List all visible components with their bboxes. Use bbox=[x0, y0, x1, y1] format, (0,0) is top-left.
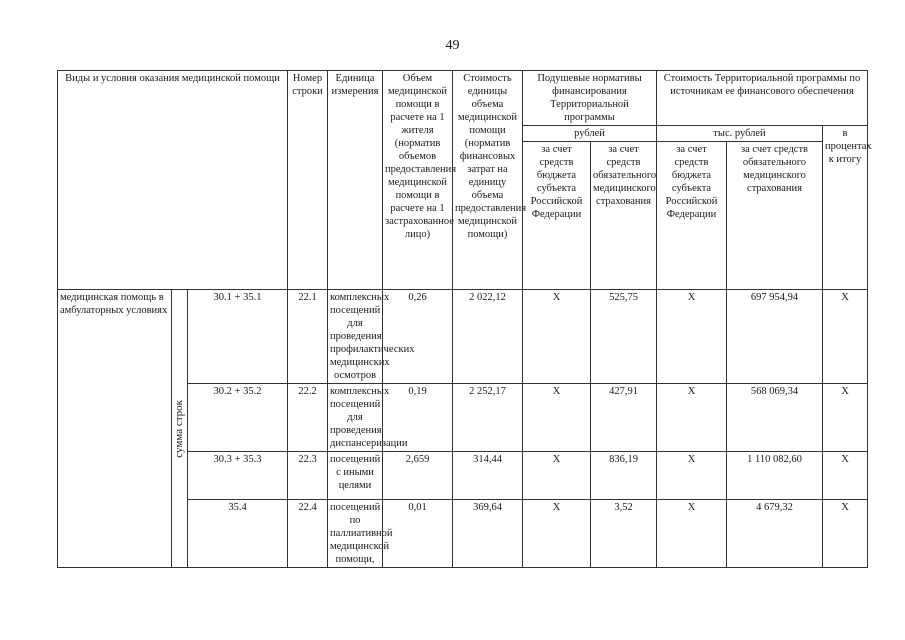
header-per-capita: Подушевые нормативы финансирования Территориальной программы bbox=[523, 71, 657, 126]
cell-tp-oms: 697 954,94 bbox=[727, 290, 823, 384]
section-label: медицинская помощь в амбулаторных условиях bbox=[58, 290, 172, 568]
cell-volume: 0,19 bbox=[383, 384, 453, 452]
header-percent: в процентах к итогу bbox=[823, 126, 868, 290]
table-row bbox=[58, 290, 868, 384]
cell-tp-oms: 1 110 082,60 bbox=[727, 452, 823, 500]
header-volume: Объем медицинской помощи в расчете на 1 жителя (норматив объемов предоставления медицинской помощи в расчете на 1 застрахованное лицо) bbox=[383, 71, 453, 290]
header-tp-budget: за счет средств бюджета субъекта Российской Федерации bbox=[657, 142, 727, 290]
cell-volume: 0,26 bbox=[383, 290, 453, 384]
header-row-number: Номер строки bbox=[288, 71, 328, 290]
cell-tp-oms: 4 679,32 bbox=[727, 500, 823, 568]
cell-num: 22.4 bbox=[288, 500, 328, 568]
cell-cost: 314,44 bbox=[453, 452, 523, 500]
cell-percent: X bbox=[823, 452, 868, 500]
cell-volume: 0,01 bbox=[383, 500, 453, 568]
cell-pc-oms: 427,91 bbox=[591, 384, 657, 452]
header-unit: Единица измерения bbox=[328, 71, 383, 290]
header-tp-oms: за счет средств обязательного медицинского страхования bbox=[727, 142, 823, 290]
cell-unit: комплексных посещений для проведения профилактических медицинских осмотров bbox=[328, 290, 383, 384]
cell-percent: X bbox=[823, 290, 868, 384]
cell-sum: 35.4 bbox=[188, 500, 288, 568]
cell-tp-budget: X bbox=[657, 500, 727, 568]
header-rubles: рублей bbox=[523, 126, 657, 142]
cell-unit: посещений по паллиативной медицинской помощи, bbox=[328, 500, 383, 568]
header-thousand-rubles: тыс. рублей bbox=[657, 126, 823, 142]
cell-pc-oms: 3,52 bbox=[591, 500, 657, 568]
cell-cost: 2 252,17 bbox=[453, 384, 523, 452]
cell-tp-budget: X bbox=[657, 290, 727, 384]
header-pc-budget: за счет средств бюджета субъекта Российской Федерации bbox=[523, 142, 591, 290]
cell-cost: 369,64 bbox=[453, 500, 523, 568]
header-kinds: Виды и условия оказания медицинской помощи bbox=[58, 71, 288, 290]
cell-sum: 30.2 + 35.2 bbox=[188, 384, 288, 452]
cell-percent: X bbox=[823, 384, 868, 452]
cell-tp-oms: 568 069,34 bbox=[727, 384, 823, 452]
cell-pc-oms: 525,75 bbox=[591, 290, 657, 384]
cell-unit: посещений с иными целями bbox=[328, 452, 383, 500]
cell-tp-budget: X bbox=[657, 452, 727, 500]
cell-pc-budget: X bbox=[523, 452, 591, 500]
cell-num: 22.3 bbox=[288, 452, 328, 500]
vertical-label: сумма строк bbox=[173, 399, 185, 458]
header-program-cost: Стоимость Территориальной программы по источникам ее финансового обеспечения bbox=[657, 71, 868, 126]
cell-unit: комплексных посещений для проведения диспансеризации bbox=[328, 384, 383, 452]
financing-table bbox=[57, 70, 872, 568]
cell-volume: 2,659 bbox=[383, 452, 453, 500]
header-cost: Стоимость единицы объема медицинской помощи (норматив финансовых затрат на единицу объема предоставления медицинской помощи) bbox=[453, 71, 523, 290]
cell-sum: 30.3 + 35.3 bbox=[188, 452, 288, 500]
header-pc-oms: за счет средств обязательного медицинского страхования bbox=[591, 142, 657, 290]
cell-cost: 2 022,12 bbox=[453, 290, 523, 384]
cell-sum: 30.1 + 35.1 bbox=[188, 290, 288, 384]
page-number: 49 bbox=[445, 38, 460, 53]
cell-pc-budget: X bbox=[523, 500, 591, 568]
cell-pc-budget: X bbox=[523, 290, 591, 384]
cell-tp-budget: X bbox=[657, 384, 727, 452]
sum-rows-label bbox=[172, 290, 188, 568]
cell-pc-oms: 836,19 bbox=[591, 452, 657, 500]
cell-num: 22.1 bbox=[288, 290, 328, 384]
cell-num: 22.2 bbox=[288, 384, 328, 452]
cell-pc-budget: X bbox=[523, 384, 591, 452]
cell-percent: X bbox=[823, 500, 868, 568]
